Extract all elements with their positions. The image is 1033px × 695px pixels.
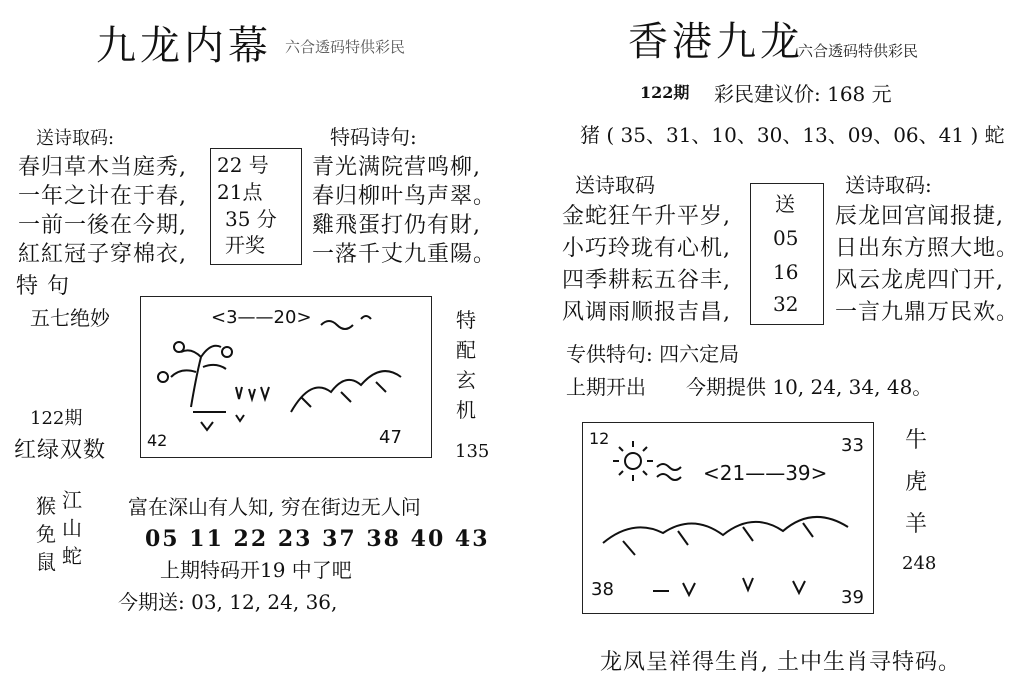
left-right-vertical xyxy=(456,305,476,425)
left-poem-left-2: 一年之计在于春, xyxy=(18,184,187,209)
right-animal-3: 羊 xyxy=(905,512,929,537)
left-box-line-2: 21点 xyxy=(217,180,263,204)
left-vertical-char-1: 特 xyxy=(456,308,476,332)
right-box-line-2: 05 xyxy=(773,226,799,250)
left-vertical-char-4: 机 xyxy=(456,398,476,422)
right-pic-n12: 12 xyxy=(589,429,610,448)
right-box-line-3: 16 xyxy=(773,260,799,284)
right-special: 专供特句: 四六定局 xyxy=(566,342,740,366)
right-pic-drawing xyxy=(583,423,873,613)
left-pic-num-left: 42 xyxy=(147,431,168,450)
left-pic-text: <3——20> xyxy=(211,307,312,328)
left-vertical-char-3: 玄 xyxy=(456,368,476,392)
left-side-chars xyxy=(36,492,56,576)
left-poem-left-label: 送诗取码: xyxy=(36,128,115,149)
right-box-line-1: 送 xyxy=(775,192,795,216)
left-picture-box xyxy=(140,296,432,458)
left-poem-right-3: 雞飛蛋打仍有財, xyxy=(312,213,481,238)
left-side2-char-1: 江 xyxy=(62,488,82,512)
left-box-line-3: 35 分 xyxy=(225,207,277,231)
left-numbers: 05 11 22 23 37 38 40 43 xyxy=(145,526,490,552)
right-poem-left-3: 四季耕耘五谷丰, xyxy=(562,268,731,293)
left-poem-left-3: 一前一後在今期, xyxy=(18,213,187,238)
left-poem-right-label: 特码诗句: xyxy=(330,125,417,149)
right-footer: 龙凤呈祥得生肖, 土中生肖寻特码。 xyxy=(600,650,961,675)
right-poem-left-4: 风调雨顺报吉昌, xyxy=(562,300,731,325)
right-poem-right-2: 日出东方照大地。 xyxy=(835,236,1020,261)
left-box-line-1: 22 号 xyxy=(217,153,269,177)
right-today: 今期提供 10, 24, 34, 48。 xyxy=(686,375,933,399)
right-pic-text: <21——39> xyxy=(703,461,828,485)
right-poem-left-label: 送诗取码 xyxy=(575,173,655,197)
left-poem-left-4: 紅紅冠子穿棉衣, xyxy=(18,242,187,267)
right-animal-1: 牛 xyxy=(905,428,929,453)
right-price: 彩民建议价: 168 元 xyxy=(714,82,892,106)
left-pic-drawing xyxy=(141,297,431,457)
right-poem-right-3: 风云龙虎四门开, xyxy=(835,268,1004,293)
left-five-seven: 五七绝妙 xyxy=(30,306,110,330)
left-proverb: 富在深山有人知, 穷在街边无人问 xyxy=(128,495,421,519)
left-center-box xyxy=(210,148,302,265)
right-poem-right-label: 送诗取码: xyxy=(845,173,932,197)
right-poem-left-1: 金蛇狂午升平岁, xyxy=(562,204,731,229)
right-center-box xyxy=(750,183,824,325)
left-subtitle: 六合透码特供彩民 xyxy=(285,38,406,56)
right-poem-right-4: 一言九鼎万民欢。 xyxy=(835,300,1020,325)
right-last-open: 上期开出 xyxy=(566,375,646,399)
left-box-line-4: 开奖 xyxy=(225,233,265,257)
left-side-char-2: 免 xyxy=(36,522,56,546)
left-poem-right-4: 一落千丈九重陽。 xyxy=(312,242,497,267)
left-number-135: 135 xyxy=(455,441,490,462)
left-side2-char-2: 山 xyxy=(62,516,82,540)
right-pig-line: 猪 ( 35、31、10、30、13、09、06、41 ) 蛇 xyxy=(580,123,1005,147)
right-animals xyxy=(905,420,928,546)
left-side2-char-3: 蛇 xyxy=(62,544,82,568)
right-pic-n38: 38 xyxy=(591,579,614,600)
left-last-line: 上期特码开19 中了吧 xyxy=(160,558,352,582)
right-number-248: 248 xyxy=(902,553,937,574)
left-side-chars-2 xyxy=(62,486,82,570)
left-side-char-1: 猴 xyxy=(36,494,56,518)
left-side-char-3: 鼠 xyxy=(36,550,56,574)
left-special-label: 特 句 xyxy=(16,274,70,299)
left-poem-right-2: 春归柳叶鸟声翠。 xyxy=(312,184,497,209)
left-red-green: 红绿双数 xyxy=(14,438,107,463)
left-issue: 122期 xyxy=(30,408,83,429)
right-pic-n39: 39 xyxy=(841,587,864,608)
right-picture-box xyxy=(582,422,874,614)
left-title: 九龙内幕 xyxy=(96,23,272,69)
left-today: 今期送: 03, 12, 24, 36, xyxy=(118,590,338,614)
right-poem-left-2: 小巧玲珑有心机, xyxy=(562,236,731,261)
left-poem-left-1: 春归草木当庭秀, xyxy=(18,155,187,180)
right-pic-n33: 33 xyxy=(841,435,864,456)
right-poem-right-1: 辰龙回宫闻报捷, xyxy=(835,204,1004,229)
right-animal-2: 虎 xyxy=(905,470,929,495)
right-box-line-4: 32 xyxy=(773,292,799,316)
left-vertical-char-2: 配 xyxy=(456,338,476,362)
right-issue: 122期 xyxy=(640,83,690,102)
right-title: 香港九龙 xyxy=(628,19,804,65)
left-poem-right-1: 青光满院营鸣柳, xyxy=(312,155,481,180)
right-subtitle: 六合透码特供彩民 xyxy=(798,42,919,60)
left-pic-num-right: 47 xyxy=(379,427,402,448)
